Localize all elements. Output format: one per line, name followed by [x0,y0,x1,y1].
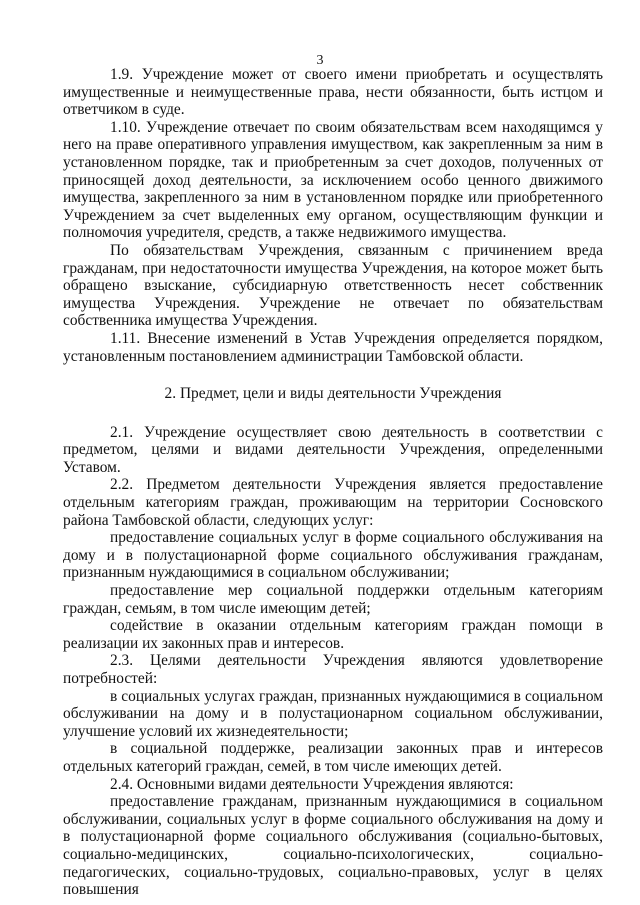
list-item-social-services: предоставление социальных услуг в форме социального обслуживания на дому и в полустационарной форме социального обслуживания гражданам, признанным нуждающимися в социальном обслуживании; [63,529,603,582]
paragraph-1-10: 1.10. Учреждение отвечает по своим обязательствам всем находящимся у него на праве оперативного управления имуществом, как закрепленным за ним в установленном порядке, так и приобретенным за счет доходов, полученных от приносящей доход деятельности, за исключением особо ценного движимого имущества, закрепленного за ним в установленном порядке или приобретенного Учреждением за счет выделенных ему органом, осуществляющим функции и полномочия учредителя, средств, а также недвижимого имущества. [63,118,603,242]
list-item-support-measures: предоставление мер социальной поддержки отдельным категориям граждан, семьям, в том числе имеющим детей; [63,582,603,617]
list-item-social-support-needs: в социальной поддержке, реализации законных прав и интересов отдельных категорий граждан, семей, в том числе имеющих детей. [63,740,603,775]
list-item-social-services-needs: в социальных услугах граждан, признанных нуждающимися в социальном обслуживании на дому и в полустационарном социальном обслуживании, улучшение условий их жизнедеятельности; [63,687,603,740]
paragraph-subsidiary-liability: По обязательствам Учреждения, связанным с причинением вреда гражданам, при недостаточности имущества Учреждения, на которое может быть обращено взыскание, субсидиарную ответственность несет собственник имущества Учреждения. Учреждение не отвечает по обязательствам собственника имущества Учреждения. [63,241,603,330]
document-body [63,66,603,899]
paragraph-2-1: 2.1. Учреждение осуществляет свою деятельность в соответствии с предметом, целями и видами деятельности Учреждения, определенными Уставом. [63,423,603,476]
list-item-main-activities: предоставление гражданам, признанным нуждающимися в социальном обслуживании, социальных услуг в форме социального обслуживания на дому и в полустационарной форме социального обслуживания (социально-бытовых, социально-медицинских, социально-психологических, социально-педагогических, социально-трудовых, социально-правовых, услуг в целях повышения [63,793,603,899]
section-heading: 2. Предмет, цели и виды деятельности Учреждения [164,385,502,403]
page-number: 3 [316,53,324,68]
list-item-legal-assistance: содействие в оказании отдельным категориям граждан помощи в реализации их законных прав и интересов. [63,617,603,652]
paragraph-2-2: 2.2. Предметом деятельности Учреждения является предоставление отдельным категориям граждан, проживающим на территории Сосновского района Тамбовской области, следующих услуг: [63,476,603,529]
paragraph-2-3: 2.3. Целями деятельности Учреждения являются удовлетворение потребностей: [63,652,603,687]
paragraph-2-4: 2.4. Основными видами деятельности Учреждения являются: [110,775,514,793]
paragraph-1-9: 1.9. Учреждение может от своего имени приобретать и осуществлять имущественные и неимущественные права, нести обязанности, быть истцом и ответчиком в суде. [63,66,603,119]
paragraph-1-11: 1.11. Внесение изменений в Устав Учреждения определяется порядком, установленным постановлением администрации Тамбовской области. [63,329,603,365]
